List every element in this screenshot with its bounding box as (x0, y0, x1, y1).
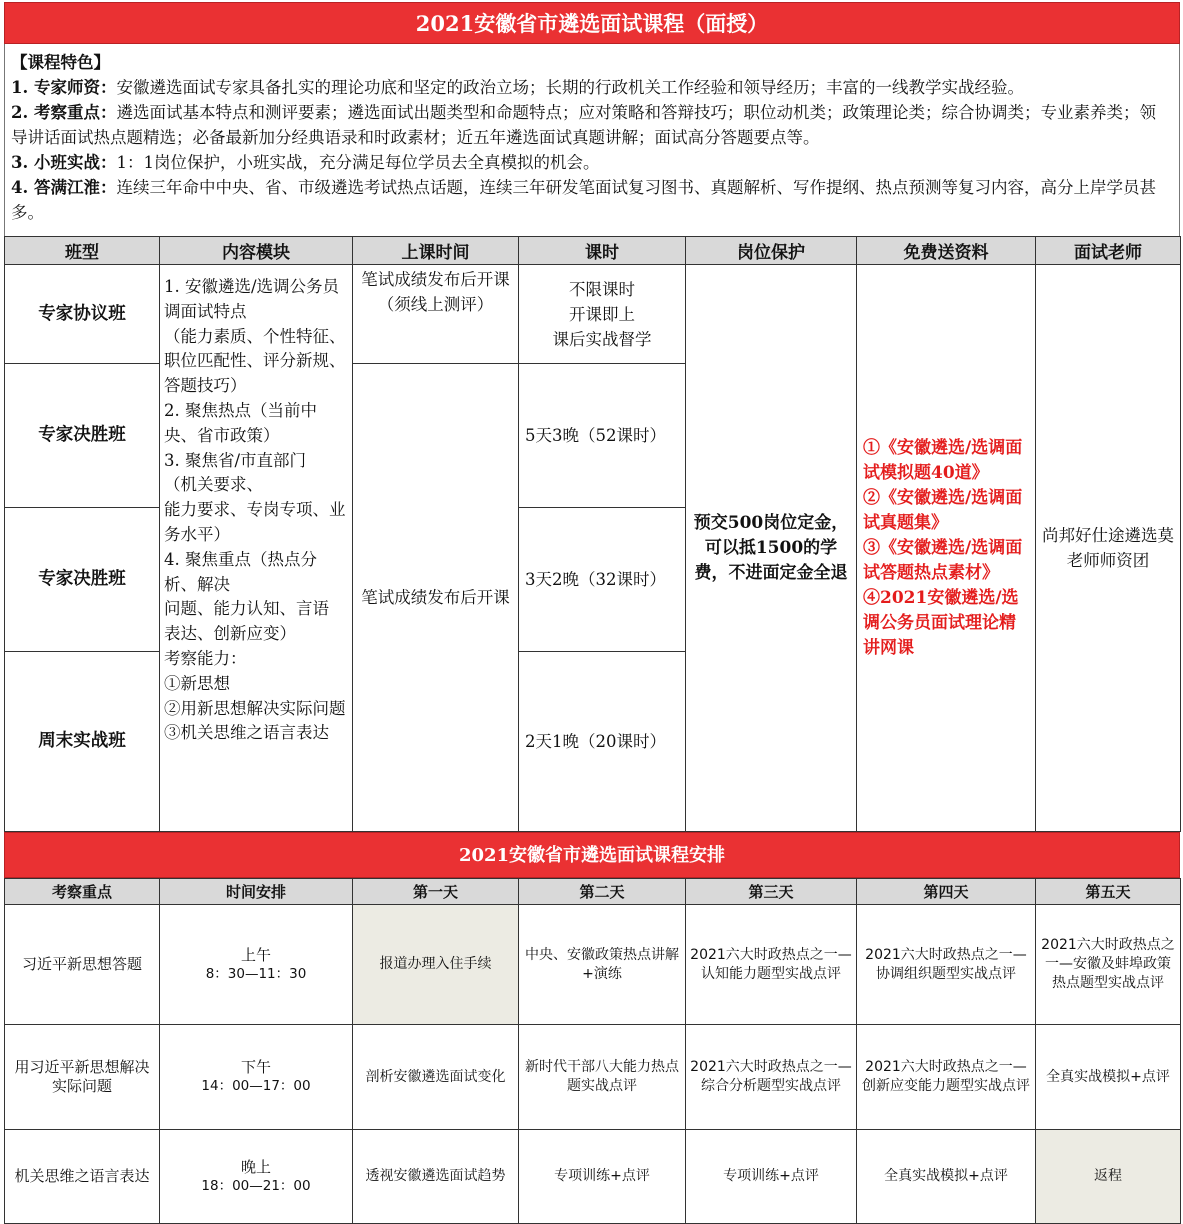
class-time-cell: 笔试成绩发布后开课 （须线上测评） (353, 265, 519, 364)
time-slot-cell: 上午 8：30—11：30 (160, 905, 353, 1025)
course-table (4, 236, 1181, 832)
course-table-header (5, 237, 1181, 265)
hours-cell: 2天1晚（20课时） (519, 652, 686, 832)
features-heading: 【课程特色】 (11, 53, 110, 72)
day-cell: 专项训练+点评 (519, 1130, 686, 1224)
col-header-time: 上课时间 (353, 237, 519, 265)
focus-cell: 机关思维之语言表达 (5, 1130, 160, 1224)
table-row (5, 265, 1181, 364)
class-type-cell: 专家决胜班 (5, 364, 160, 508)
day-cell: 2021六大时政热点之一—综合分析题型实战点评 (686, 1025, 857, 1130)
col-header-day-3: 第三天 (686, 879, 857, 905)
col-header-free-materials: 免费送资料 (857, 237, 1036, 265)
day-cell: 新时代干部八大能力热点题实战点评 (519, 1025, 686, 1130)
day-cell: 返程 (1036, 1130, 1181, 1224)
col-header-day-4: 第四天 (857, 879, 1036, 905)
hours-cell: 3天2晚（32课时） (519, 508, 686, 652)
hours-cell: 不限课时 开课即上 课后实战督学 (519, 265, 686, 364)
col-header-day-5: 第五天 (1036, 879, 1181, 905)
teacher-cell: 尚邦好仕途遴选莫老师师资团 (1036, 265, 1181, 832)
col-header-modules: 内容模块 (160, 237, 353, 265)
time-slot-cell: 晚上 18：00—21：00 (160, 1130, 353, 1224)
content-modules-cell: 1. 安徽遴选/选调公务员调面试特点 （能力素质、个性特征、职位匹配性、评分新规、答题技巧） 2. 聚焦热点（当前中央、省市政策） 3. 聚焦省/市直部门 （机关要求、 能力要求、专岗专项、业务水平） 4. 聚焦重点（热点分析、解决 问题、能力认知、言语 表达、创新应变） 考察能力： ①新思想 ②用新思想解决实际问题 ③机关思维之语言表达 (160, 265, 353, 832)
day-cell: 剖析安徽遴选面试变化 (353, 1025, 519, 1130)
feature-item: 1. 专家师资：安徽遴选面试专家具备扎实的理论功底和坚定的政治立场；长期的行政机关工作经验和领导经历；丰富的一线教学实战经验。 (11, 78, 1024, 97)
day-cell: 报道办理入住手续 (353, 905, 519, 1025)
table-row (5, 1025, 1181, 1130)
day-cell: 2021六大时政热点之一—协调组织题型实战点评 (857, 905, 1036, 1025)
col-header-time-slot: 时间安排 (160, 879, 353, 905)
col-header-teacher: 面试老师 (1036, 237, 1181, 265)
table-row (5, 1130, 1181, 1224)
col-header-focus: 考察重点 (5, 879, 160, 905)
col-header-class-type: 班型 (5, 237, 160, 265)
day-cell: 中央、安徽政策热点讲解+演练 (519, 905, 686, 1025)
feature-item: 2. 考察重点：遴选面试基本特点和测评要素；遴选面试出题类型和命题特点；应对策略和答辩技巧；职位动机类；政策理论类；综合协调类；专业素养类；领导讲话面试热点题精选；必备最新加分经典语录和时政素材；近五年遴选面试真题讲解；面试高分答题要点等。 (11, 103, 1156, 147)
course-sheet (4, 2, 1180, 1222)
col-header-day-2: 第二天 (519, 879, 686, 905)
schedule-table (4, 878, 1181, 1224)
schedule-header (5, 879, 1181, 905)
col-header-hours: 课时 (519, 237, 686, 265)
feature-item: 4. 答满江淮：连续三年命中中央、省、市级遴选考试热点话题，连续三年研发笔面试复习图书、真题解析、写作提纲、热点预测等复习内容，高分上岸学员甚多。 (11, 178, 1156, 222)
day-cell: 2021六大时政热点之一—创新应变能力题型实战点评 (857, 1025, 1036, 1130)
hours-cell: 5天3晚（52课时） (519, 364, 686, 508)
day-cell: 全真实战模拟+点评 (1036, 1025, 1181, 1130)
focus-cell: 习近平新思想答题 (5, 905, 160, 1025)
day-cell: 2021六大时政热点之一—安徽及蚌埠政策热点题型实战点评 (1036, 905, 1181, 1025)
class-type-cell: 周末实战班 (5, 652, 160, 832)
table-row (5, 905, 1181, 1025)
day-cell: 专项训练+点评 (686, 1130, 857, 1224)
class-time-cell: 笔试成绩发布后开课 (353, 364, 519, 832)
schedule-title: 2021安徽省市遴选面试课程安排 (4, 832, 1180, 878)
time-slot-cell: 下午 14：00—17：00 (160, 1025, 353, 1130)
feature-item: 3. 小班实战：1：1岗位保护，小班实战，充分满足每位学员去全真模拟的机会。 (11, 153, 600, 172)
col-header-protection: 岗位保护 (686, 237, 857, 265)
course-features (4, 44, 1180, 236)
col-header-day-1: 第一天 (353, 879, 519, 905)
day-cell: 全真实战模拟+点评 (857, 1130, 1036, 1224)
day-cell: 2021六大时政热点之一—认知能力题型实战点评 (686, 905, 857, 1025)
class-type-cell: 专家决胜班 (5, 508, 160, 652)
page-title: 2021安徽省市遴选面试课程（面授） (4, 2, 1180, 44)
day-cell: 透视安徽遴选面试趋势 (353, 1130, 519, 1224)
deposit-cell: 预交500岗位定金， 可以抵1500的学费，不进面定金全退 (686, 265, 857, 832)
class-type-cell: 专家协议班 (5, 265, 160, 364)
focus-cell: 用习近平新思想解决实际问题 (5, 1025, 160, 1130)
free-materials-cell: ①《安徽遴选/选调面试模拟题40道》 ②《安徽遴选/选调面试真题集》 ③《安徽遴选/选调面试答题热点素材》 ④2021安徽遴选/选调公务员面试理论精讲网课 (857, 265, 1036, 832)
